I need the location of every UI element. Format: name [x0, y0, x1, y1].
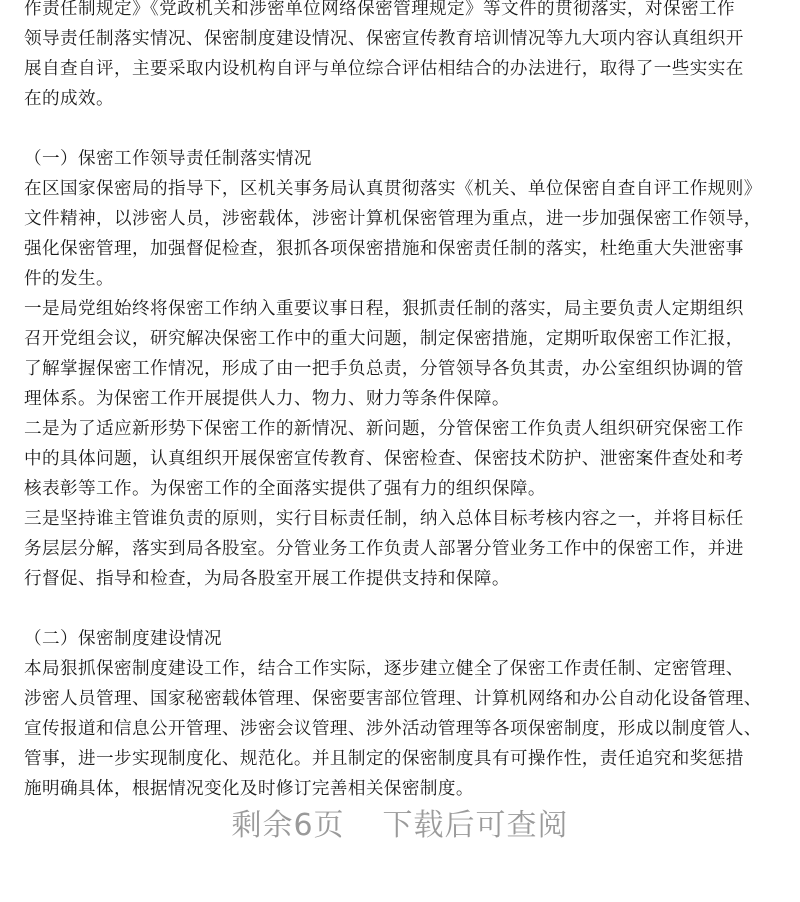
download-prompt[interactable] [0, 800, 800, 844]
section1-paragraph-4 [24, 504, 784, 594]
text-line: 中的具体问题，认真组织开展保密宣传教育、保密检查、保密技术防护、泄密案件查处和考 [24, 449, 744, 469]
section-heading-text: （二）保密制度建设情况 [24, 629, 222, 649]
text-line: 作责任制规定》《党政机关和涉密单位网络保密管理规定》等文件的贯彻落实，对保密工作 [24, 0, 735, 19]
text-line: 管事，进一步实现制度化、规范化。并且制定的保密制度具有可操作性，责任追究和奖惩措 [24, 749, 744, 769]
section-heading-1 [24, 144, 784, 174]
text-line: 宣传报道和信息公开管理、涉密会议管理、涉外活动管理等各项保密制度，形成以制度管人、 [24, 719, 762, 739]
section1-paragraph-2 [24, 294, 784, 414]
remaining-pages-label: 剩余6页 [231, 808, 345, 843]
text-line: 件的发生。 [24, 269, 114, 289]
section1-paragraph-3 [24, 414, 784, 504]
text-line: 核表彰等工作。为保密工作的全面落实提供了强有力的组织保障。 [24, 479, 546, 499]
text-line: 行督促、指导和检查，为局各股室开展工作提供支持和保障。 [24, 569, 510, 589]
section-heading-text: （一）保密工作领导责任制落实情况 [24, 149, 312, 169]
text-line: 召开党组会议，研究解决保密工作中的重大问题，制定保密措施，定期听取保密工作汇报， [24, 329, 744, 349]
text-line: 展自查自评，主要采取内设机构自评与单位综合评估相结合的办法进行，取得了一些实实在 [24, 59, 744, 79]
paragraph-gap [24, 114, 784, 144]
download-hint-label: 下载后可查阅 [382, 808, 569, 843]
text-line: 理体系。为保密工作开展提供人力、物力、财力等条件保障。 [24, 389, 510, 409]
text-line: 了解掌握保密工作情况，形成了由一把手负总责，分管领导各负其责，办公室组织协调的管 [24, 359, 744, 379]
text-line: 本局狠抓保密制度建设工作，结合工作实际，逐步建立健全了保密工作责任制、定密管理、 [24, 659, 744, 679]
text-line: 一是局党组始终将保密工作纳入重要议事日程，狠抓责任制的落实，局主要负责人定期组织 [24, 299, 744, 319]
document-body [24, 0, 784, 804]
section1-paragraph-1 [24, 174, 784, 294]
text-line: 在区国家保密局的指导下，区机关事务局认真贯彻落实《机关、单位保密自查自评工作规则》 [24, 179, 762, 199]
text-line: 三是坚持谁主管谁负责的原则，实行目标责任制，纳入总体目标考核内容之一，并将目标任 [24, 509, 744, 529]
section2-paragraph-1 [24, 654, 784, 804]
text-line: 文件精神，以涉密人员，涉密载体，涉密计算机保密管理为重点，进一步加强保密工作领导， [24, 209, 762, 229]
text-line: 领导责任制落实情况、保密制度建设情况、保密宣传教育培训情况等九大项内容认真组织开 [24, 29, 744, 49]
section-heading-2 [24, 624, 784, 654]
text-line: 强化保密管理，加强督促检查，狠抓各项保密措施和保密责任制的落实，杜绝重大失泄密事 [24, 239, 744, 259]
text-line: 二是为了适应新形势下保密工作的新情况、新问题，分管保密工作负责人组织研究保密工作 [24, 419, 744, 439]
text-line: 务层层分解，落实到局各股室。分管业务工作负责人部署分管业务工作中的保密工作，并进 [24, 539, 744, 559]
paragraph-gap [24, 594, 784, 624]
text-line: 在的成效。 [24, 89, 114, 109]
text-line: 施明确具体，根据情况变化及时修订完善相关保密制度。 [24, 779, 474, 799]
text-line: 涉密人员管理、国家秘密载体管理、保密要害部位管理、计算机网络和办公自动化设备管理、 [24, 689, 762, 709]
intro-paragraph [24, 0, 784, 114]
